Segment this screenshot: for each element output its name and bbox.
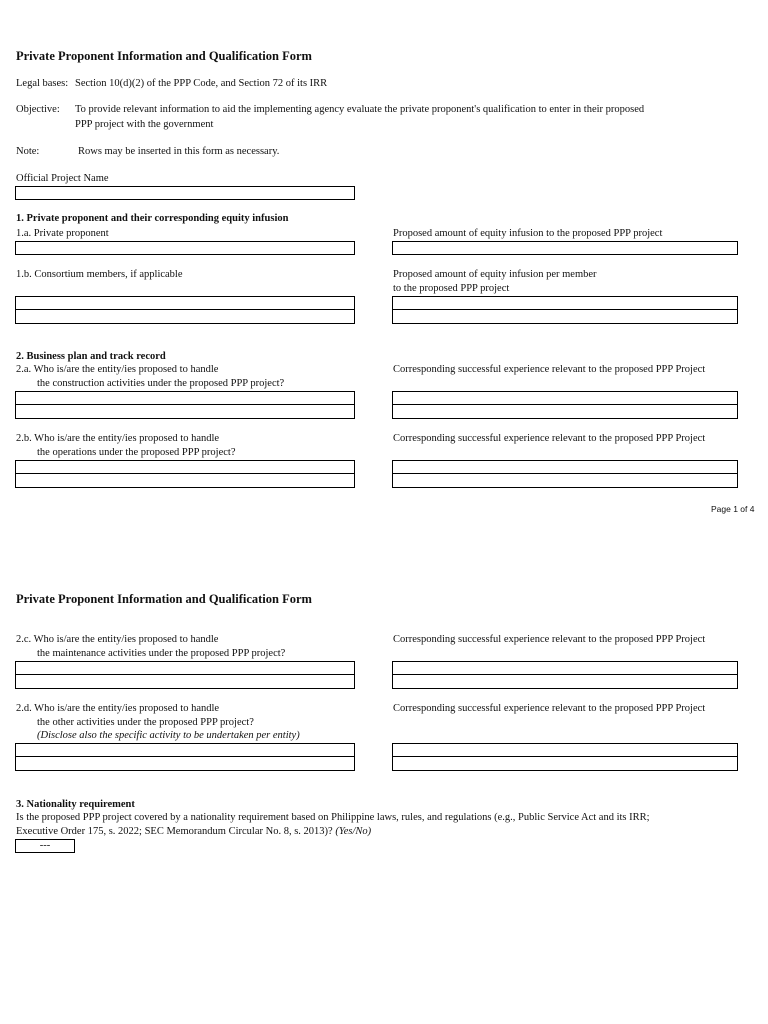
maintenance-entity-field-1[interactable] (15, 661, 355, 675)
private-proponent-field[interactable] (15, 241, 355, 255)
s1b-label: 1.b. Consortium members, if applicable (16, 269, 183, 280)
page2-title: Private Proponent Information and Qualification Form (16, 592, 312, 606)
s2b-experience-label: Corresponding successful experience relevant to the proposed PPP Project (393, 433, 706, 444)
maintenance-entity-field-2[interactable] (15, 675, 355, 689)
official-project-name-label: Official Project Name (16, 173, 109, 184)
s2a-experience-label: Corresponding successful experience relevant to the proposed PPP Project (393, 364, 706, 375)
construction-entity-field-2[interactable] (15, 405, 355, 419)
note-label: Note: (16, 146, 40, 157)
s2c-label-line2: the maintenance activities under the proposed PPP project? (37, 648, 286, 659)
s2d-label-line1: 2.d. Who is/are the entity/ies proposed to handle (16, 703, 220, 714)
construction-experience-field-2[interactable] (392, 405, 738, 419)
s1b-equity-label-line2: to the proposed PPP project (393, 283, 510, 294)
other-activities-experience-field-1[interactable] (392, 743, 738, 757)
nationality-requirement-value: --- (39, 840, 51, 851)
section1-heading: 1. Private proponent and their corresponding equity infusion (16, 213, 289, 224)
s3-question-line1: Is the proposed PPP project covered by a nationality requirement based on Philippine laws, rules, and regulations (e.g., Public Service Act and its IRR; (16, 812, 650, 823)
s2b-label-line1: 2.b. Who is/are the entity/ies proposed to handle (16, 433, 220, 444)
construction-experience-field-1[interactable] (392, 391, 738, 405)
other-activities-experience-field-2[interactable] (392, 757, 738, 771)
other-activities-entity-field-1[interactable] (15, 743, 355, 757)
s2b-label-line2: the operations under the proposed PPP project? (37, 447, 236, 458)
private-proponent-equity-field[interactable] (392, 241, 738, 255)
legal-bases-text: Section 10(d)(2) of the PPP Code, and Section 72 of its IRR (75, 78, 328, 89)
consortium-member-field-2[interactable] (15, 310, 355, 324)
s3-question-text: Executive Order 175, s. 2022; SEC Memorandum Circular No. 8, s. 2013)? (16, 826, 333, 837)
objective-text-line2: PPP project with the government (75, 119, 214, 130)
page-title: Private Proponent Information and Qualification Form (16, 49, 312, 63)
maintenance-experience-field-2[interactable] (392, 675, 738, 689)
objective-label: Objective: (16, 104, 60, 115)
s2d-label-line3: (Disclose also the specific activity to be undertaken per entity) (37, 730, 300, 741)
official-project-name-field[interactable] (15, 186, 355, 200)
consortium-member-field-1[interactable] (15, 296, 355, 310)
operations-experience-field-1[interactable] (392, 460, 738, 474)
s1a-label: 1.a. Private proponent (16, 228, 109, 239)
s2d-experience-label: Corresponding successful experience relevant to the proposed PPP Project (393, 703, 706, 714)
s1a-equity-label: Proposed amount of equity infusion to the proposed PPP project (393, 228, 663, 239)
objective-text-line1: To provide relevant information to aid the implementing agency evaluate the private proponent's qualification to enter in their proposed (75, 104, 645, 115)
s2a-label-line1: 2.a. Who is/are the entity/ies proposed to handle (16, 364, 219, 375)
maintenance-experience-field-1[interactable] (392, 661, 738, 675)
s3-question-line2 (16, 826, 371, 837)
section2-heading: 2. Business plan and track record (16, 351, 166, 362)
section3-heading: 3. Nationality requirement (16, 799, 135, 810)
s2c-label-line1: 2.c. Who is/are the entity/ies proposed to handle (16, 634, 219, 645)
operations-entity-field-2[interactable] (15, 474, 355, 488)
page-number: Page 1 of 4 (711, 504, 755, 514)
consortium-equity-field-1[interactable] (392, 296, 738, 310)
consortium-equity-field-2[interactable] (392, 310, 738, 324)
s3-yes-no-hint: (Yes/No) (335, 826, 372, 837)
operations-entity-field-1[interactable] (15, 460, 355, 474)
s1b-equity-label-line1: Proposed amount of equity infusion per member (393, 269, 597, 280)
operations-experience-field-2[interactable] (392, 474, 738, 488)
s2d-label-line2: the other activities under the proposed PPP project? (37, 717, 254, 728)
other-activities-entity-field-2[interactable] (15, 757, 355, 771)
nationality-requirement-select[interactable] (15, 839, 75, 853)
note-text: Rows may be inserted in this form as necessary. (78, 146, 280, 157)
legal-bases-label: Legal bases: (16, 78, 69, 89)
s2a-label-line2: the construction activities under the proposed PPP project? (37, 378, 285, 389)
construction-entity-field-1[interactable] (15, 391, 355, 405)
s2c-experience-label: Corresponding successful experience relevant to the proposed PPP Project (393, 634, 706, 645)
